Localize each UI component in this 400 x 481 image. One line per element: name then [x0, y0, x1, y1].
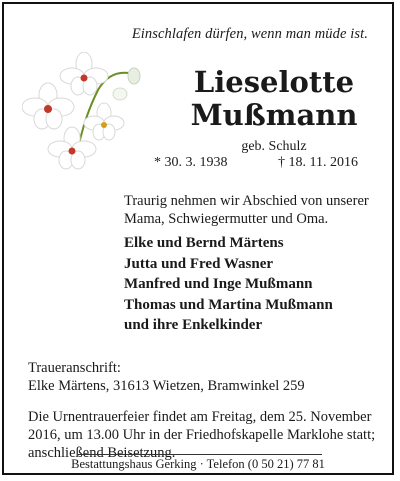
- last-name: Mußmann: [190, 98, 358, 132]
- service-notice: Die Urnentrauerfeier findet am Freitag, dem 25. November 2016, um 13.00 Uhr in der Friedhofskapelle Marklohe statt; anschließend Beisetzung.: [28, 409, 376, 461]
- obituary-card: [2, 2, 394, 475]
- death-date: † 18. 11. 2016: [278, 155, 358, 170]
- deceased-name: [174, 66, 374, 132]
- first-name: Lieselotte: [193, 65, 355, 99]
- mourner-item: Thomas und Martina Mußmann: [124, 296, 333, 313]
- mourner-item: Jutta und Fred Wasner: [124, 255, 274, 272]
- mourning-address: [28, 359, 378, 395]
- white-orchid-icon: [22, 52, 142, 172]
- mourner-item: und ihre Enkelkinder: [124, 317, 263, 334]
- farewell-text: Traurig nehmen wir Abschied von unserer Mama, Schwiegermutter und Oma.: [124, 193, 369, 227]
- footer-divider: [78, 454, 322, 455]
- mourners-list: [124, 233, 384, 336]
- funeral-home-footer: Bestattungshaus Gerking · Telefon (0 50 21) 77 81: [71, 457, 325, 471]
- birth-date: * 30. 3. 1938: [154, 155, 228, 170]
- motto: Einschlafen dürfen, wenn man müde ist.: [131, 26, 368, 42]
- address-label: Traueranschrift:: [28, 360, 121, 376]
- maiden-name: geb. Schulz: [241, 139, 307, 154]
- mourner-item: Elke und Bernd Märtens: [124, 235, 284, 251]
- mourner-item: Manfred und Inge Mußmann: [124, 276, 313, 293]
- address-line: Elke Märtens, 31613 Wietzen, Bramwinkel 259: [28, 378, 305, 394]
